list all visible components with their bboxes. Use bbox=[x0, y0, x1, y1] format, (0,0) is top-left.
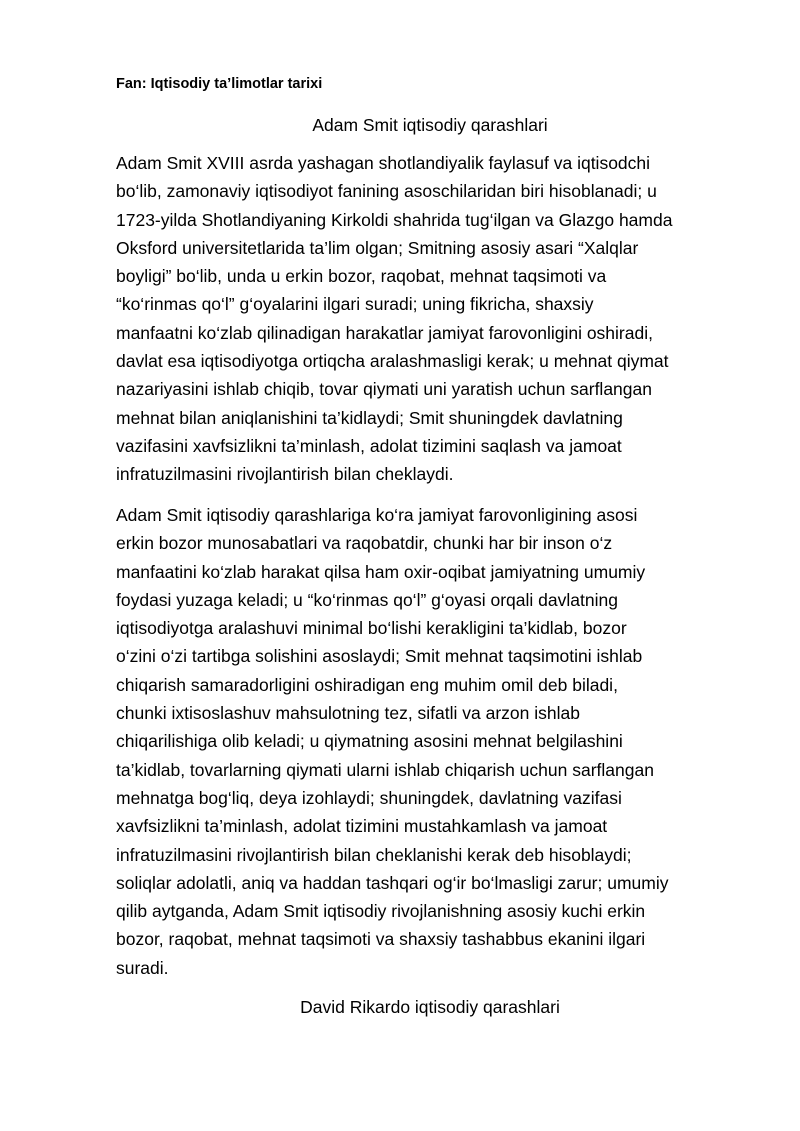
paragraph-line: Adam Smit iqtisodiy qarashlariga ko‘ra jamiyat farovonligining asosi bbox=[116, 505, 638, 525]
paragraph-line: xavfsizlikni ta’minlash, adolat tizimini mustahkamlash va jamoat bbox=[116, 816, 608, 837]
paragraph-adam-smith-bio bbox=[116, 149, 756, 489]
paragraph-line: iqtisodiyotga aralashuvi minimal bo‘lishi kerakligini ta’kidlab, bozor bbox=[116, 618, 627, 639]
paragraph-line: soliqlar adolatli, aniq va haddan tashqari og‘ir bo‘lmasligi zarur; umumiy bbox=[116, 872, 669, 893]
paragraph-line: manfaatni ko‘zlab qilinadigan harakatlar jamiyat farovonligini oshiradi, bbox=[116, 322, 653, 343]
paragraph-line: 1723-yilda Shotlandiyaning Kirkoldi shahrida tug‘ilgan va Glazgo hamda bbox=[116, 209, 673, 230]
section-heading-david-ricardo: David Rikardo iqtisodiy qarashlari bbox=[300, 997, 560, 1017]
paragraph-line: vazifasini xavfsizlikni ta’minlash, adolat tizimini saqlash va jamoat bbox=[116, 435, 622, 456]
paragraph-line: qilib aytganda, Adam Smit iqtisodiy rivojlanishning asosiy kuchi erkin bbox=[116, 901, 646, 922]
paragraph-line: Adam Smit XVIII asrda yashagan shotlandiyalik faylasuf va iqtisodchi bbox=[116, 153, 651, 173]
paragraph-line: foydasi yuzaga keladi; u “ko‘rinmas qo‘l” g‘oyasi orqali davlatning bbox=[116, 589, 618, 610]
paragraph-line: infratuzilmasini rivojlantirish bilan cheklaydi. bbox=[116, 464, 454, 485]
paragraph-line: Oksford universitetlarida ta’lim olgan; Smitning asosiy asari “Xalqlar bbox=[116, 237, 639, 258]
paragraph-line: nazariyasini ishlab chiqib, tovar qiymati uni yaratish uchun sarflangan bbox=[116, 379, 652, 400]
paragraph-line: “ko‘rinmas qo‘l” g‘oyalarini ilgari suradi; uning fikricha, shaxsiy bbox=[116, 294, 594, 315]
paragraph-line: bozor, raqobat, mehnat taqsimoti va shaxsiy tashabbus ekanini ilgari bbox=[116, 929, 646, 950]
paragraph-line: boyligi” bo‘lib, unda u erkin bozor, raqobat, mehnat taqsimoti va bbox=[116, 266, 607, 287]
paragraph-line: infratuzilmasini rivojlantirish bilan cheklanishi kerak deb hisoblaydi; bbox=[116, 844, 632, 865]
paragraph-line: o‘zini o‘zi tartibga solishini asoslaydi; Smit mehnat taqsimotini ishlab bbox=[116, 646, 643, 667]
paragraph-line: erkin bozor munosabatlari va raqobatdir, chunki har bir inson o‘z bbox=[116, 533, 613, 554]
paragraph-line: suradi. bbox=[116, 957, 169, 978]
paragraph-line: manfaatini ko‘zlab harakat qilsa ham oxir-oqibat jamiyatning umumiy bbox=[116, 561, 646, 582]
paragraph-line: mehnatga bog‘liq, deya izohlaydi; shuningdek, davlatning vazifasi bbox=[116, 787, 622, 808]
paragraph-line: chunki ixtisoslashuv mahsulotning tez, sifatli va arzon ishlab bbox=[116, 703, 580, 724]
subject-line: Fan: Iqtisodiy ta’limotlar tarixi bbox=[116, 76, 323, 92]
paragraph-line: davlat esa iqtisodiyotga ortiqcha aralashmasligi kerak; u mehnat qiymat bbox=[116, 351, 669, 372]
paragraph-adam-smith-views bbox=[116, 501, 756, 982]
paragraph-line: bo‘lib, zamonaviy iqtisodiyot fanining asoschilaridan biri hisoblanadi; u bbox=[116, 181, 657, 202]
paragraph-line: chiqarilishiga olib keladi; u qiymatning asosini mehnat belgilashini bbox=[116, 731, 623, 752]
paragraph-line: mehnat bilan aniqlanishini ta’kidlaydi; Smit shuningdek davlatning bbox=[116, 407, 623, 428]
paragraph-line: ta’kidlab, tovarlarning qiymati ularni ishlab chiqarish uchun sarflangan bbox=[116, 759, 654, 780]
paragraph-line: chiqarish samaradorligini oshiradigan eng muhim omil deb biladi, bbox=[116, 674, 618, 695]
section-heading-adam-smith: Adam Smit iqtisodiy qarashlari bbox=[312, 115, 548, 135]
